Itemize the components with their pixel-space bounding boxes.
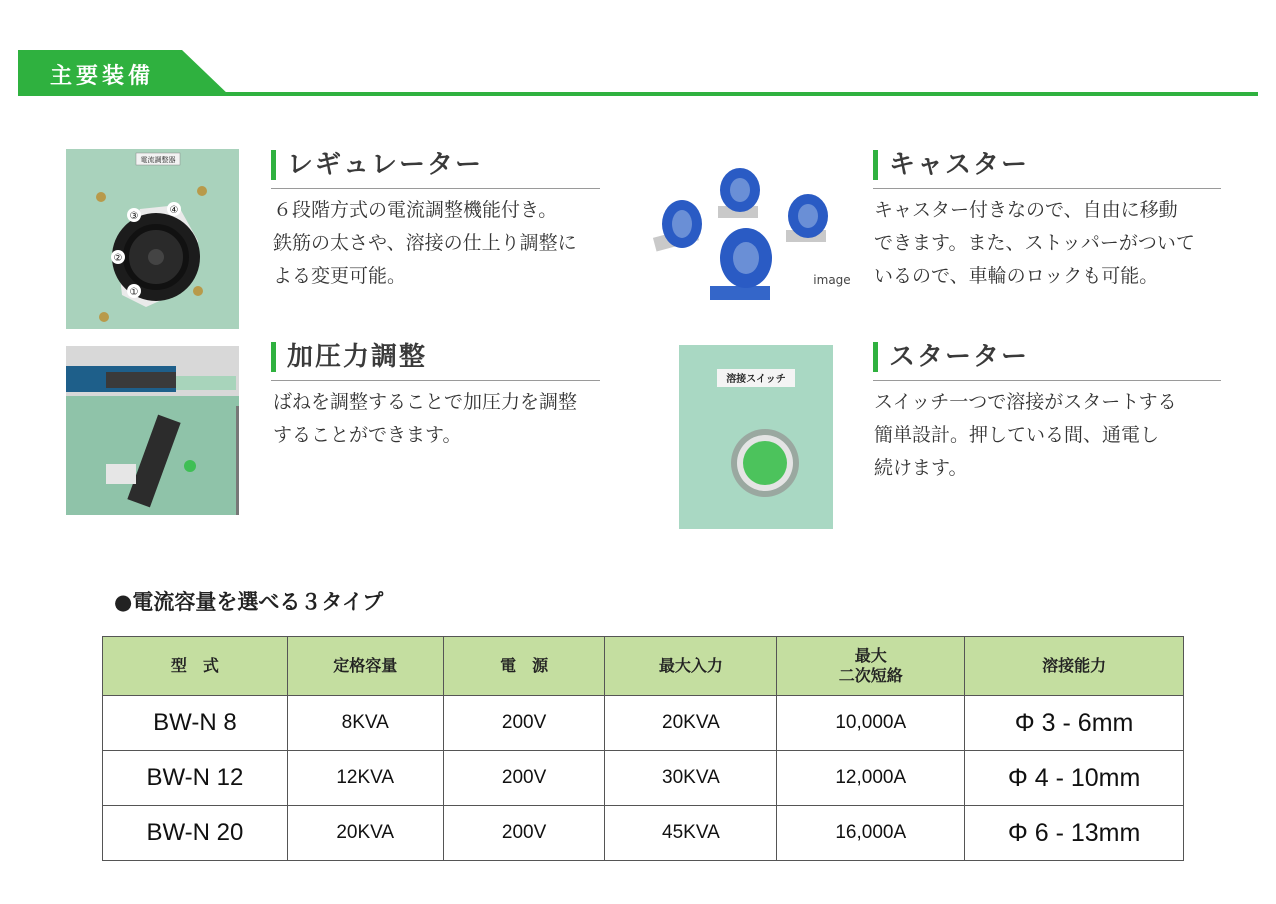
cell-model: BW-N 8 <box>103 696 288 751</box>
cell-max-input: 20KVA <box>605 696 777 751</box>
regulator-description <box>273 194 577 293</box>
cell-weld-capacity: Φ 4 - 10mm <box>965 751 1184 806</box>
caster-desc-line: できます。また、ストッパーがついて <box>874 232 1195 254</box>
table-row <box>103 696 1184 751</box>
pressure-description <box>273 386 577 452</box>
starter-title: スターター <box>873 340 1029 374</box>
col-header-model: 型 式 <box>103 637 288 696</box>
col-header-power: 電 源 <box>443 637 605 696</box>
pressure-title: 加圧力調整 <box>271 340 427 374</box>
cell-max-input: 30KVA <box>605 751 777 806</box>
cell-max-short-circuit: 16,000A <box>777 806 965 861</box>
svg-text:④: ④ <box>169 205 179 216</box>
pressure-desc-line: することができます。 <box>273 424 462 446</box>
svg-text:③: ③ <box>129 211 139 222</box>
starter-photo-label: 溶接スイッチ <box>726 374 786 385</box>
table-row <box>103 751 1184 806</box>
starter-rule <box>873 380 1221 381</box>
cell-weld-capacity: Φ 6 - 13mm <box>965 806 1184 861</box>
col-header-line: 最大 <box>854 646 887 665</box>
starter-description <box>874 386 1177 485</box>
cell-rated-capacity: 8KVA <box>287 696 443 751</box>
col-header-max-short-circuit <box>777 637 965 696</box>
cell-model: BW-N 12 <box>103 751 288 806</box>
col-header-rated-capacity: 定格容量 <box>287 637 443 696</box>
cell-power: 200V <box>443 751 605 806</box>
start-button-icon <box>743 441 787 485</box>
starter-desc-line: 続けます。 <box>874 457 968 479</box>
caster-image-note: image <box>813 273 851 287</box>
table-header-row <box>103 637 1184 696</box>
section-title: 主要装備 <box>50 64 155 89</box>
caster-rule <box>873 188 1221 189</box>
regulator-photo-label: 電流調整器 <box>140 156 176 164</box>
cell-max-short-circuit: 12,000A <box>777 751 965 806</box>
starter-photo <box>679 345 833 529</box>
regulator-desc-line: 鉄筋の太さや、溶接の仕上り調整に <box>273 232 577 254</box>
caster-photo <box>648 166 858 306</box>
cell-rated-capacity: 20KVA <box>287 806 443 861</box>
pressure-desc-line: ばねを調整することで加圧力を調整 <box>273 391 578 413</box>
cell-max-input: 45KVA <box>605 806 777 861</box>
caster-description <box>874 194 1195 293</box>
cell-max-short-circuit: 10,000A <box>777 696 965 751</box>
regulator-desc-line: ６段階方式の電流調整機能付き。 <box>273 199 558 221</box>
col-header-max-input: 最大入力 <box>605 637 777 696</box>
col-header-weld-capacity: 溶接能力 <box>965 637 1184 696</box>
starter-desc-line: スイッチ一つで溶接がスタートする <box>874 391 1177 413</box>
spec-table <box>102 636 1184 861</box>
section-header <box>18 50 1258 96</box>
regulator-rule <box>271 188 600 189</box>
pressure-photo <box>66 346 239 515</box>
caster-desc-line: キャスター付きなので、自由に移動 <box>874 199 1178 221</box>
caster-title: キャスター <box>873 148 1029 182</box>
svg-text:①: ① <box>129 287 139 298</box>
starter-desc-line: 簡単設計。押している間、通電し <box>874 424 1160 446</box>
cell-power: 200V <box>443 696 605 751</box>
cell-weld-capacity: Φ 3 - 6mm <box>965 696 1184 751</box>
svg-text:②: ② <box>113 253 123 264</box>
caster-desc-line: いるので、車輪のロックも可能。 <box>874 265 1159 287</box>
cell-model: BW-N 20 <box>103 806 288 861</box>
caster-wheel-icon <box>653 200 702 251</box>
cell-power: 200V <box>443 806 605 861</box>
col-header-line: 二次短絡 <box>838 666 903 685</box>
regulator-photo <box>66 149 239 329</box>
regulator-desc-line: よる変更可能。 <box>273 265 407 287</box>
cell-rated-capacity: 12KVA <box>287 751 443 806</box>
regulator-title: レギュレーター <box>271 148 483 182</box>
pressure-rule <box>271 380 600 381</box>
table-heading: ●電流容量を選べる３タイプ <box>114 590 384 614</box>
table-row <box>103 806 1184 861</box>
